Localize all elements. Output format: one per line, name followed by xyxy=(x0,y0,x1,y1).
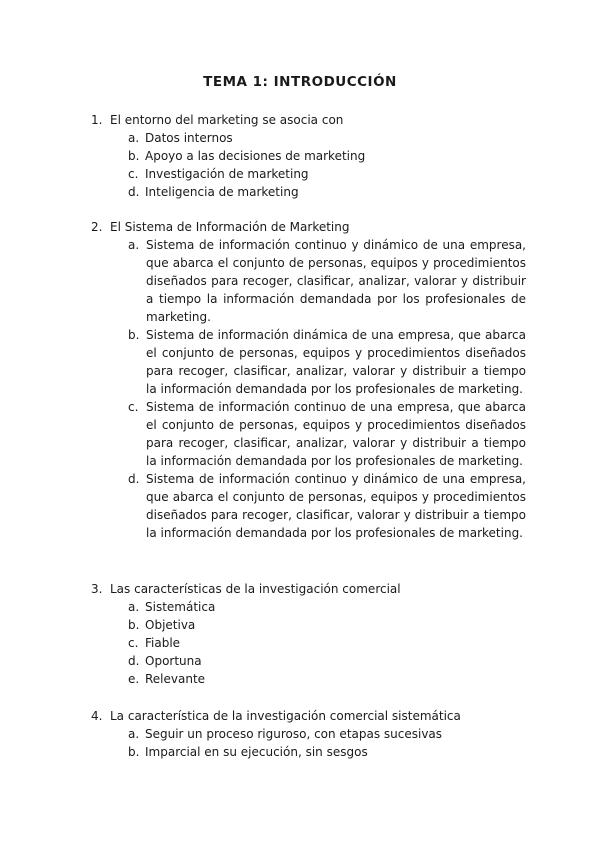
option-item xyxy=(91,147,531,165)
option-text: Datos internos xyxy=(145,131,233,145)
option-list xyxy=(91,725,531,761)
option-text: Relevante xyxy=(145,672,206,686)
option-text: Seguir un proceso riguroso, con etapas sucesivas xyxy=(145,727,443,741)
question-3 xyxy=(91,580,531,688)
option-list xyxy=(91,129,531,201)
option-text: Sistema de información continuo de una empresa, que abarca el conjunto de personas, equipos y procedimientos diseñados para recoger, clasificar, analizar, valorar y distribuir a tiempo la información demandada por los profesionales de marketing. xyxy=(146,400,526,468)
option-item xyxy=(91,634,531,652)
question-number: 1. xyxy=(91,113,103,127)
option-letter: c. xyxy=(128,636,139,650)
option-text: Inteligencia de marketing xyxy=(145,185,299,199)
option-letter: e. xyxy=(128,672,140,686)
option-text: Imparcial en su ejecución, sin sesgos xyxy=(145,745,368,759)
question-4 xyxy=(91,707,531,761)
option-letter: b. xyxy=(128,618,140,632)
option-letter: a. xyxy=(128,238,140,252)
question-text: El Sistema de Información de Marketing xyxy=(110,220,350,234)
question-2 xyxy=(91,218,531,542)
option-letter: c. xyxy=(128,167,139,181)
option-item xyxy=(91,743,531,761)
option-item xyxy=(91,326,531,398)
option-letter: b. xyxy=(128,745,140,759)
option-text: Sistema de información continuo y dinámico de una empresa, que abarca el conjunto de personas, equipos y procedimientos diseñados para recoger, clasificar, valorar y distribuir a tiempo la información demandada por los profesionales de marketing. xyxy=(146,472,526,540)
option-text: Objetiva xyxy=(145,618,196,632)
question-number: 3. xyxy=(91,582,103,596)
page-title: TEMA 1: INTRODUCCIÓN xyxy=(203,74,397,90)
option-text: Apoyo a las decisiones de marketing xyxy=(145,149,366,163)
option-item xyxy=(91,183,531,201)
question-text: Las características de la investigación comercial xyxy=(110,582,401,596)
option-letter: d. xyxy=(128,185,140,199)
option-text: Investigación de marketing xyxy=(145,167,309,181)
option-text: Sistema de información continuo y dinámico de una empresa, que abarca el conjunto de personas, equipos y procedimientos diseñados para recoger, clasificar, analizar, valorar y distribuir a tiempo la información demandada por los profesionales de marketing. xyxy=(146,238,526,324)
option-letter: a. xyxy=(128,600,140,614)
option-text: Sistemática xyxy=(145,600,216,614)
option-item xyxy=(91,470,531,542)
question-1 xyxy=(91,111,531,201)
question-text: El entorno del marketing se asocia con xyxy=(110,113,344,127)
option-item xyxy=(91,616,531,634)
option-item xyxy=(91,725,531,743)
option-text: Oportuna xyxy=(145,654,202,668)
option-item xyxy=(91,398,531,470)
question-text: La característica de la investigación comercial sistemática xyxy=(110,709,461,723)
option-item xyxy=(91,129,531,147)
question-number: 2. xyxy=(91,220,103,234)
option-item xyxy=(91,165,531,183)
question-number: 4. xyxy=(91,709,103,723)
option-letter: d. xyxy=(128,654,140,668)
option-letter: a. xyxy=(128,131,140,145)
option-list xyxy=(91,236,531,542)
option-letter: d. xyxy=(128,472,140,486)
option-text: Fiable xyxy=(145,636,181,650)
option-item xyxy=(91,236,531,326)
option-text: Sistema de información dinámica de una empresa, que abarca el conjunto de personas, equipos y procedimientos diseñados para recoger, clasificar, analizar, valorar y distribuir a tiempo la información demandada por los profesionales de marketing. xyxy=(146,328,526,396)
option-letter: b. xyxy=(128,328,140,342)
option-letter: c. xyxy=(128,400,139,414)
option-item xyxy=(91,670,531,688)
option-letter: b. xyxy=(128,149,140,163)
option-item xyxy=(91,598,531,616)
option-letter: a. xyxy=(128,727,140,741)
option-item xyxy=(91,652,531,670)
option-list xyxy=(91,598,531,688)
